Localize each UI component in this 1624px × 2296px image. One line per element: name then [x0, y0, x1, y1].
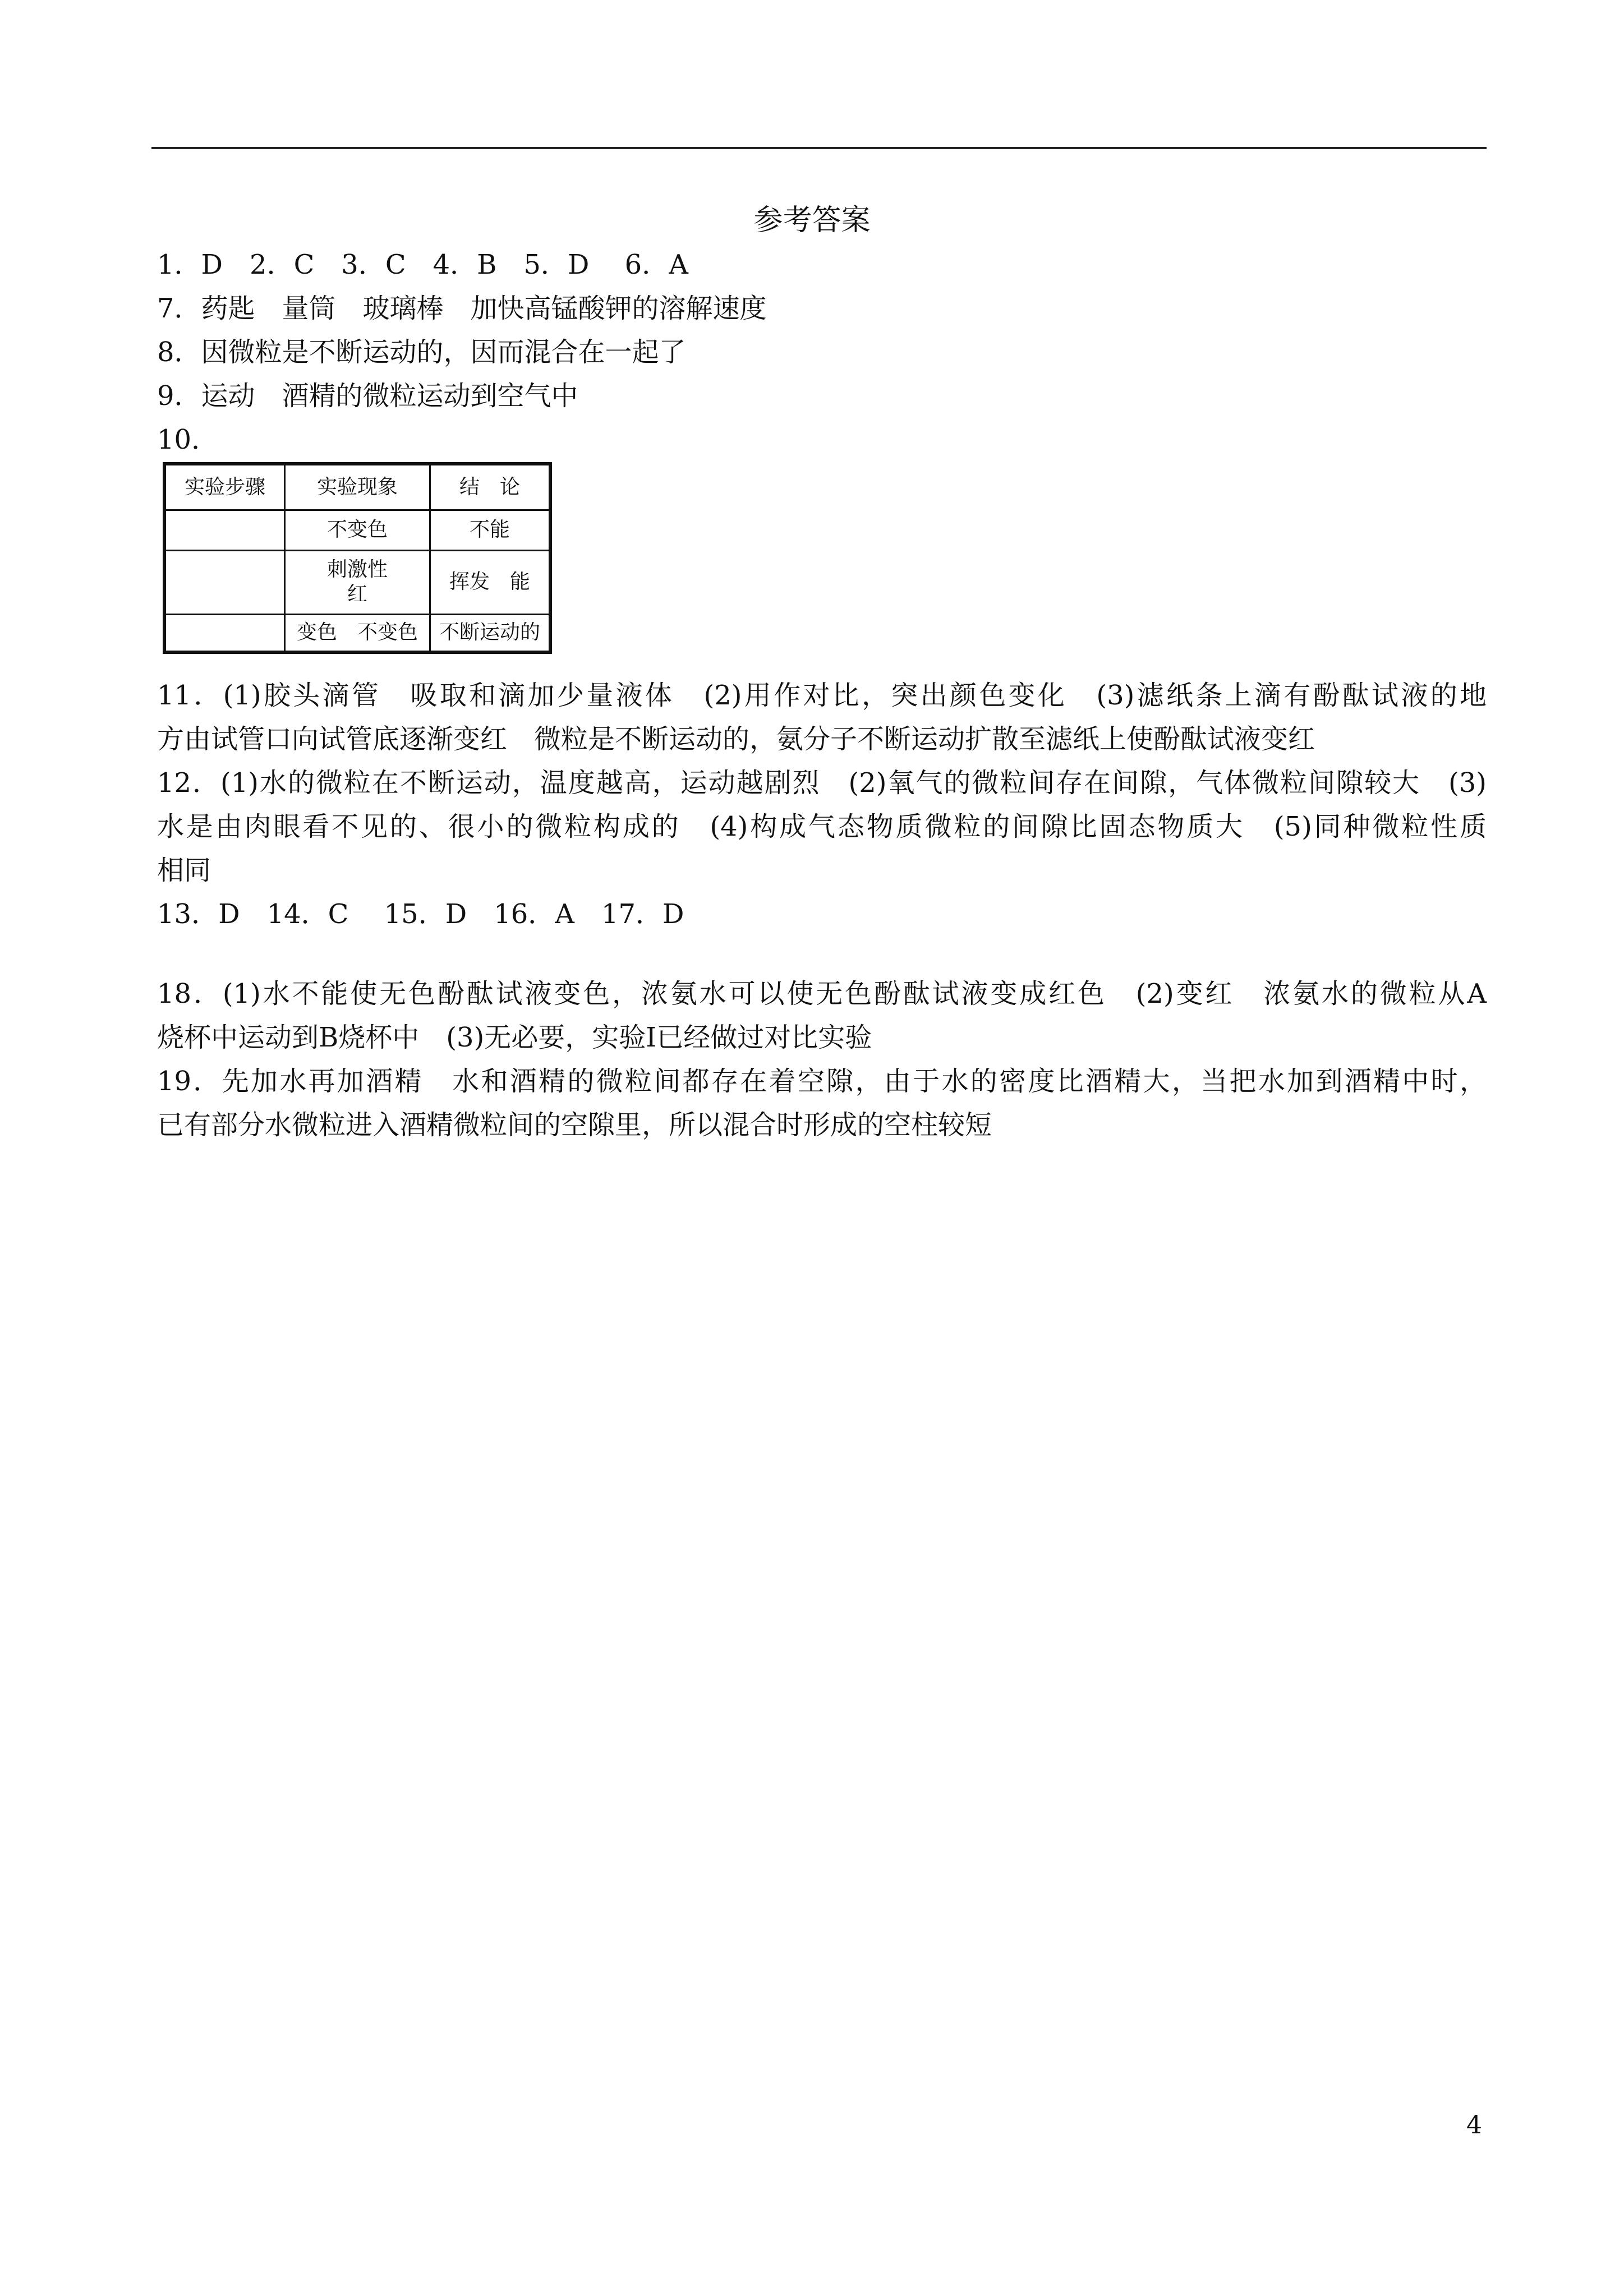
table-cell: 挥发 能: [430, 550, 551, 614]
table-cell: 不断运动的: [430, 614, 551, 652]
table-header-row: [164, 464, 550, 510]
header-rule: [151, 147, 1487, 149]
answer-19-line-1: 19．先加水再加酒精 水和酒精的微粒间都存在着空隙，由于水的密度比酒精大，当把水加到酒精中时，: [157, 1066, 1487, 1097]
answer-9: 9．运动 酒精的微粒运动到空气中: [157, 380, 578, 412]
table-header-cell: 结 论: [430, 464, 551, 510]
page-title: 参考答案: [753, 204, 871, 237]
table-cell: 不能: [430, 510, 551, 550]
table-cell: 刺激性 红: [285, 550, 430, 614]
page-number: 4: [1466, 2111, 1482, 2140]
table-row: [164, 510, 550, 550]
table-header-cell: 实验现象: [285, 464, 430, 510]
answer-18-line-2: 烧杯中运动到B烧杯中 (3)无必要，实验Ⅰ已经做过对比实验: [157, 1022, 872, 1053]
answer-8: 8．因微粒是不断运动的，因而混合在一起了: [157, 336, 686, 368]
table-cell: [164, 550, 285, 614]
answers-13-17: 13．D 14．C 15．D 16．A 17．D: [157, 898, 684, 930]
answers-1-6: 1．D 2．C 3．C 4．B 5．D 6．A: [157, 249, 688, 280]
table-cell: 不变色: [285, 510, 430, 550]
answer-10-table: [163, 462, 552, 654]
answer-10-label: 10．: [157, 424, 219, 455]
table-cell: 变色 不变色: [285, 614, 430, 652]
table-row: [164, 614, 550, 652]
table-row: [164, 550, 550, 614]
answer-11-line-2: 方由试管口向试管底逐渐变红 微粒是不断运动的，氨分子不断运动扩散至滤纸上使酚酞试液变红: [157, 723, 1315, 755]
answer-12-line-2: 水是由肉眼看不见的、很小的微粒构成的 (4)构成气态物质微粒的间隙比固态物质大 (5)同种微粒性质: [157, 811, 1487, 842]
answer-7: 7．药匙 量筒 玻璃棒 加快高锰酸钾的溶解速度: [157, 293, 767, 324]
table-header-cell: 实验步骤: [164, 464, 285, 510]
table-cell: [164, 510, 285, 550]
table-cell: [164, 614, 285, 652]
answer-19-line-2: 已有部分水微粒进入酒精微粒间的空隙里，所以混合时形成的空柱较短: [157, 1109, 992, 1141]
answer-12-line-3: 相同: [157, 855, 211, 886]
answer-11-line-1: 11．(1)胶头滴管 吸取和滴加少量液体 (2)用作对比，突出颜色变化 (3)滤纸条上滴有酚酞试液的地: [157, 680, 1487, 711]
answer-18-line-1: 18．(1)水不能使无色酚酞试液变色，浓氨水可以使无色酚酞试液变成红色 (2)变红 浓氨水的微粒从A: [157, 978, 1487, 1009]
answer-12-line-1: 12．(1)水的微粒在不断运动，温度越高，运动越剧烈 (2)氧气的微粒间存在间隙，气体微粒间隙较大 (3): [157, 767, 1487, 799]
